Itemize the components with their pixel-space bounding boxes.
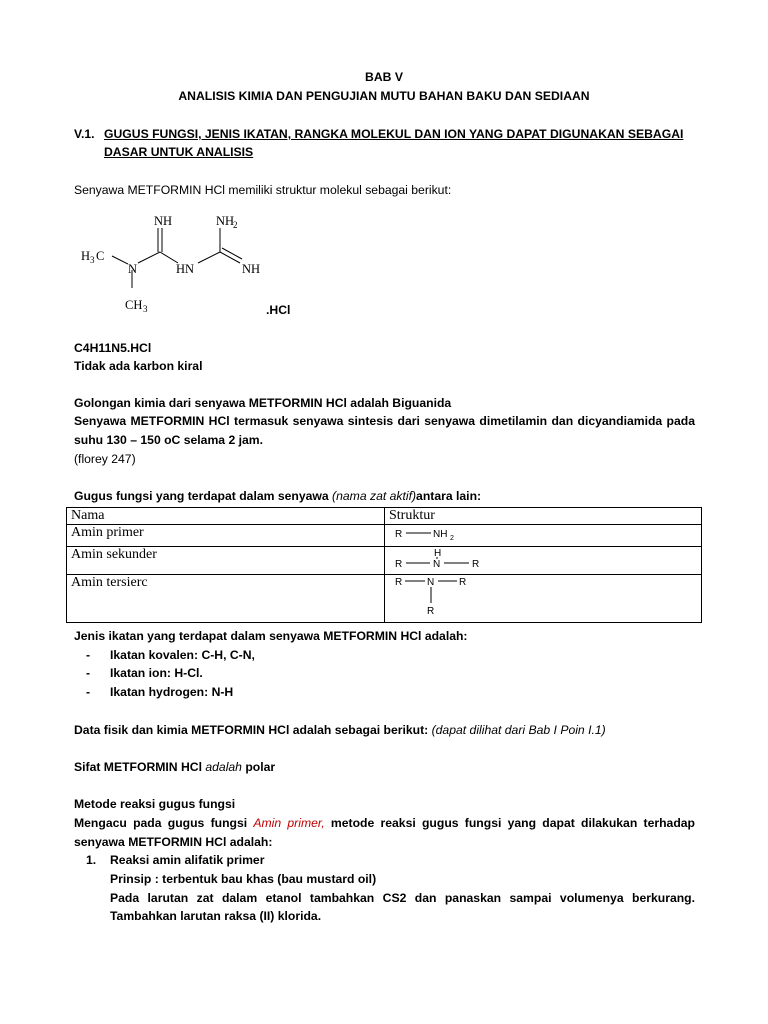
gugus-intro [74,489,481,504]
r-label: R [427,606,435,617]
sifat-value: polar [241,760,276,774]
h3c-subscript: 3 [90,255,95,265]
list-item: Ikatan hydrogen: N-H [110,685,234,699]
sifat-text [74,760,275,775]
list-item: Ikatan ion: H-Cl. [110,666,203,680]
sintesis-line2: suhu 130 – 150 oC selama 2 jam. [74,433,264,447]
primary-amine-structure [385,525,505,541]
table-row [67,547,702,575]
metode-text-end: metode reaksi gugus fungsi yang dapat dilakukan terhadap [324,816,695,830]
tertiary-amine-structure [385,575,525,617]
molecular-formula: C4H11N5.HCl [74,341,152,355]
golongan-text: Golongan kimia dari senyawa METFORMIN HCl adalah Biguanida [74,396,452,410]
step-line1: Pada larutan zat dalam etanol tambahkan CS2 dan panaskan sampai volumenya berkurang. [110,891,695,905]
imine-nh-label: NH [242,262,261,276]
table-row [67,525,702,547]
n-label: N [128,262,138,276]
r-label: R [395,577,403,588]
secondary-amine-structure [385,547,525,569]
table-row [67,575,702,623]
row-name-primary: Amin primer [67,525,385,547]
row-structure-secondary [385,547,702,575]
sintesis-line1: Senyawa METFORMIN HCl termasuk senyawa sintesis dari senyawa dimetilamin dan dicyandiamida pada [74,414,695,428]
row-name-secondary: Amin sekunder [67,547,385,575]
row-structure-tertiary [385,575,702,623]
section-title-line2: DASAR UNTUK ANALISIS [104,145,254,159]
nh-label: NH [154,214,173,228]
header-nama: Nama [67,508,385,525]
metode-heading: Metode reaksi gugus fungsi [74,797,236,811]
gugus-intro-italic: (nama zat aktif) [332,489,417,503]
sintesis-reference: (florey 247) [74,452,136,466]
intro-text: Senyawa METFORMIN HCl memiliki struktur molekul sebagai berikut: [74,183,452,197]
n-label: N [427,577,435,588]
sifat-label: Sifat METFORMIN HCl [74,760,206,774]
r-label: R [395,529,403,540]
list-item: Ikatan kovalen: C-H, C-N, [110,648,255,662]
gugus-intro-text: Gugus fungsi yang terdapat dalam senyawa [74,489,333,503]
chapter-title: ANALISIS KIMIA DAN PENGUJIAN MUTU BAHAN BAKU DAN SEDIAAN [178,89,590,103]
bond-hn-c [198,252,220,263]
r-label: R [459,577,467,588]
n-label: N [433,559,441,569]
item-title: Reaksi amin alifatik primer [110,853,265,867]
fisik-text [74,723,606,738]
h-label: H [434,548,442,559]
subscript-label: 2 [450,535,454,541]
fisik-label: Data fisik dan kimia METFORMIN HCl adalah sebagai berikut: [74,723,432,737]
nh-label: NH [433,529,448,540]
chiral-note: Tidak ada karbon kiral [74,359,203,373]
metformin-structure-diagram [74,208,274,318]
metode-italic: Amin primer, [253,816,325,830]
bond-c-n [112,256,128,264]
list-bullet: - [86,648,91,662]
bond-n-c [138,252,160,263]
gugus-intro-end: antara lain: [416,489,482,503]
ch3-label: CH [125,298,143,312]
step-line2: Tambahkan larutan raksa (II) klorida. [110,909,322,923]
hcl-salt-label: .HCl [266,303,291,317]
functional-group-table [66,507,702,623]
list-bullet: - [86,685,91,699]
r-label: R [472,559,480,569]
chapter-heading: BAB V [365,70,403,84]
list-bullet: - [86,666,91,680]
metode-text: Mengacu pada gugus fungsi [74,816,254,830]
h3c-c-label: C [96,249,105,263]
item-number: 1. [86,853,97,867]
section-title-line1: GUGUS FUNGSI, JENIS IKATAN, RANGKA MOLEKUL DAN ION YANG DAPAT DIGUNAKAN SEBAGAI [104,127,684,141]
double-bond-c [220,252,240,263]
r-label: R [395,559,403,569]
prinsip-text: Prinsip : terbentuk bau khas (bau mustard oil) [110,872,377,886]
table-header-row [67,508,702,525]
double-bond-d [222,248,242,259]
ch3-subscript: 3 [143,304,148,314]
ikatan-intro: Jenis ikatan yang terdapat dalam senyawa METFORMIN HCl adalah: [74,629,468,643]
sifat-italic: adalah [205,760,242,774]
metode-paragraph-line2: senyawa METFORMIN HCl adalah: [74,835,273,849]
hn-label: HN [176,262,195,276]
nh2-label: NH [216,214,235,228]
nh2-subscript: 2 [233,220,238,230]
h3c-h-label: H [81,249,91,263]
section-number: V.1. [74,127,95,141]
row-name-tertiary: Amin tersierc [67,575,385,623]
metode-paragraph-line1 [74,816,695,831]
header-struktur: Struktur [385,508,702,525]
fisik-reference: (dapat dilihat dari Bab I Poin I.1) [431,723,606,737]
row-structure-primary [385,525,702,547]
